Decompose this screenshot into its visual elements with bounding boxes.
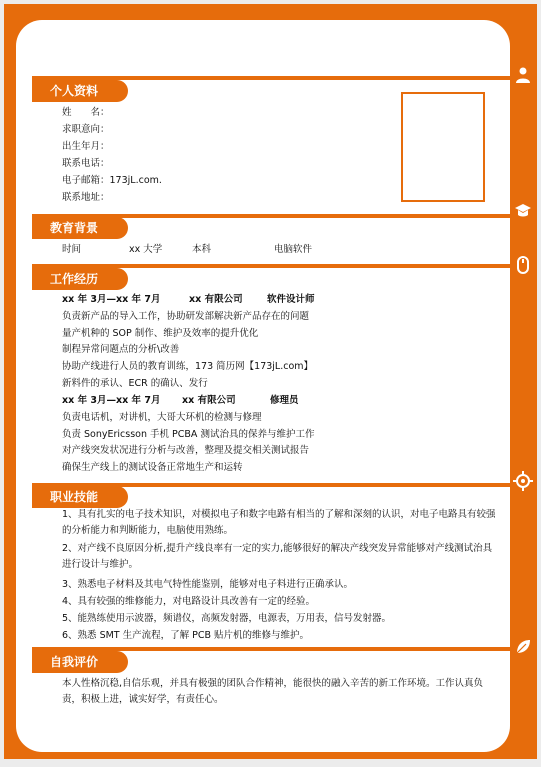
job1-duty-1: 负责新产品的导入工作，协助研发部解决新产品存在的问题: [62, 311, 310, 322]
section-title-work: 工作经历: [32, 268, 128, 290]
section-title-education: 教育背景: [32, 217, 128, 239]
job1-duty-3: 制程异常问题点的分析\改善: [62, 344, 180, 355]
skill-2: 2、对产线不良原因分析,提升产线良率有一定的实力,能够很好的解决产线突发异常能够对产线测试治具进行设计与维护。: [62, 543, 493, 570]
job1-duty-2: 量产机种的 SOP 制作、维护及效率的提升优化: [62, 328, 259, 339]
target-icon: [512, 470, 534, 492]
field-phone: 联系电话：: [62, 158, 110, 169]
job1-period: xx 年 3月—xx 年 7月: [62, 294, 161, 305]
leaf-icon: [512, 636, 534, 658]
job2-company: xx 有限公司: [182, 395, 236, 406]
section-title-self-eval: 自我评价: [32, 651, 128, 673]
job2-position: 修理员: [270, 395, 299, 406]
photo-frame: [401, 92, 485, 202]
job1-company: xx 有限公司: [189, 294, 243, 305]
skill-4: 4、具有较强的维修能力，对电路设计具改善有一定的经验。: [62, 596, 316, 607]
edu-school: xx 大学: [129, 244, 163, 255]
field-address: 联系地址：: [62, 192, 110, 203]
job1-duty-4: 协助产线进行人员的教育训练，173 简历网【173jL.com】: [62, 361, 314, 372]
resume-sheet: [16, 20, 510, 752]
field-name: 姓 名：: [62, 107, 110, 118]
field-job-intent: 求职意向：: [62, 124, 110, 135]
job1-duty-5: 新料件的承认、ECR 的确认、发行: [62, 378, 208, 389]
job2-duty-1: 负责电话机，对讲机，大哥大环机的检测与修理: [62, 412, 262, 423]
user-icon: [512, 64, 534, 86]
edu-degree: 本科: [192, 244, 212, 255]
job1-position: 软件设计师: [267, 294, 315, 305]
mouse-icon: [512, 254, 534, 276]
job2-duty-4: 确保生产线上的测试设备正常地生产和运转: [62, 462, 243, 473]
section-title-personal: 个人资料: [32, 80, 128, 102]
section-title-skills: 职业技能: [32, 486, 128, 508]
job2-duty-3: 对产线突发状况进行分析与改善，整理及提交相关测试报告: [62, 445, 310, 456]
resume-page: [4, 4, 537, 759]
job2-period: xx 年 3月—xx 年 7月: [62, 395, 161, 406]
field-birth: 出生年月：: [62, 141, 110, 152]
edu-major: 电脑软件: [274, 244, 313, 255]
self-eval-text: 本人性格沉稳,自信乐观，并具有极强的团队合作精神，能很快的融入辛苦的新工作环境。工作认真负责，积极上进，诚实好学，有责任心。: [62, 678, 484, 705]
skill-5: 5、能熟练使用示波器，频谱仪，高频发射器，电源表，万用表，信号发射器。: [62, 613, 392, 624]
edu-time: 时间: [62, 244, 82, 255]
skill-6: 6、熟悉 SMT 生产流程，了解 PCB 贴片机的维修与维护。: [62, 630, 310, 641]
skill-1: 1、具有扎实的电子技术知识，对模拟电子和数字电路有相当的了解和深刻的认识，对电子电路具有较强的分析能力和判断能力，电脑使用熟练。: [62, 509, 496, 536]
field-email: 电子邮箱：173jL.com.: [62, 175, 162, 186]
graduation-cap-icon: [512, 200, 534, 222]
job2-duty-2: 负责 SonyEricsson 手机 PCBA 测试治具的保养与维护工作: [62, 429, 315, 440]
skill-3: 3、熟悉电子材料及其电气特性能鉴别，能够对电子料进行正确承认。: [62, 579, 354, 590]
